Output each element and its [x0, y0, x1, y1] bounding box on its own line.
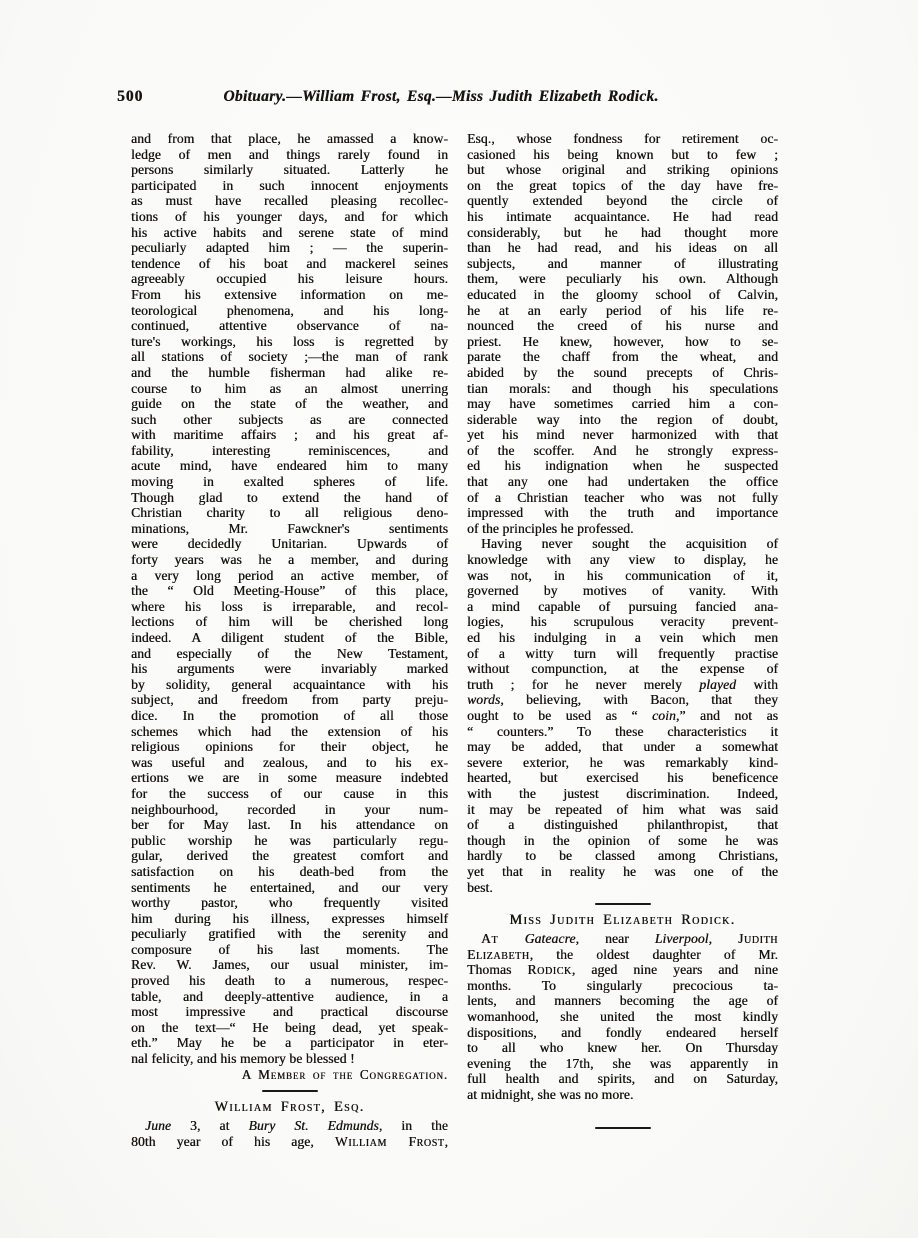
- text-line: [467, 677, 778, 693]
- text-line: peculiarly gratified with the serenity and: [131, 926, 448, 942]
- text-segment: ,: [444, 1133, 448, 1149]
- text-line: all stations of society ;—the man of rank: [131, 349, 448, 365]
- text-line: siderable way into the region of doubt,: [467, 411, 778, 427]
- text-segment: Gateacre: [524, 931, 576, 947]
- text-line: and especially of the New Testament,: [131, 645, 448, 661]
- text-line: hardly to be classed among Christians,: [467, 848, 778, 864]
- text-line: womanhood, she united the most kindly: [467, 1009, 778, 1025]
- text-line: lents, and manners becoming the age of: [467, 993, 778, 1009]
- text-line: eth.” May he be a participator in eter-: [131, 1035, 448, 1051]
- text-segment: ,: [708, 931, 738, 947]
- text-line: knowledge with any view to display, he: [467, 552, 778, 568]
- text-segment: , near: [575, 931, 655, 947]
- divider-rule-wrap: [467, 899, 778, 909]
- text-line: and the humble fisherman had alike re-: [131, 364, 448, 380]
- text-segment: William Frost: [334, 1133, 445, 1149]
- paragraph-block: [131, 1118, 448, 1149]
- text-line: minations, Mr. Fawckner's sentiments: [131, 520, 448, 536]
- text-line: table, and deeply-attentive audience, in a: [131, 988, 448, 1004]
- text-line: casioned his being known but to few ;: [467, 146, 778, 162]
- paragraph-block: [467, 931, 778, 1103]
- text-line: subject, and freedom from party preju-: [131, 692, 448, 708]
- text-line: indeed. A diligent student of the Bible,: [131, 630, 448, 645]
- text-line: persons similarly situated. Latterly he: [131, 162, 448, 178]
- section-divider-rule: [595, 1127, 651, 1129]
- text-line: forty years was he a member, and during: [131, 552, 448, 568]
- text-line: of a distinguished philanthropist, that: [467, 817, 778, 833]
- text-line: teorological phenomena, and his long-: [131, 302, 448, 318]
- text-segment: Thomas: [467, 962, 528, 978]
- text-line: best.: [467, 879, 493, 895]
- text-segment: , in the: [378, 1118, 448, 1134]
- text-segment: Rodick: [527, 962, 572, 978]
- text-line: logies, his scrupulous veracity prevent-: [467, 614, 778, 630]
- text-line: of the scoffer. And he strongly express-: [467, 442, 778, 458]
- text-line: satisfaction on his death-bed from the: [131, 863, 448, 879]
- text-line: considerably, but he had thought more: [467, 224, 778, 240]
- text-line: such other subjects as are connected: [131, 411, 448, 427]
- text-segment: June: [145, 1118, 172, 1134]
- text-line: impressed with the truth and importance: [467, 505, 778, 521]
- text-line: participated in such innocent enjoyments: [131, 177, 448, 193]
- text-segment: 80th year of his age,: [131, 1133, 335, 1149]
- text-segment: played: [699, 676, 737, 692]
- text-segment: Liverpool: [654, 931, 709, 947]
- text-line: tian morals: and though his speculations: [467, 380, 778, 396]
- text-line: he at an early period of his life re-: [467, 302, 778, 318]
- text-segment: ought to be used as “: [467, 707, 653, 723]
- text-segment: Elizabeth: [467, 946, 530, 962]
- text-segment: , the oldest daughter of Mr.: [529, 946, 778, 962]
- text-line: ture's workings, his loss is regretted by: [131, 333, 448, 349]
- text-segment: , aged nine years and nine: [571, 962, 778, 978]
- page-header: [0, 88, 918, 110]
- text-line: nounced the creed of his nurse and: [467, 318, 778, 334]
- text-segment: truth ; for he never merely: [467, 676, 700, 692]
- text-line: of a Christian teacher who was not fully: [467, 489, 778, 505]
- text-segment: coin: [652, 707, 676, 723]
- text-line: his active habits and serene state of mind: [131, 224, 448, 240]
- text-segment: words: [467, 692, 501, 708]
- text-line: course to him as an almost unerring: [131, 380, 448, 396]
- section-heading: William Frost, Esq.: [214, 1099, 365, 1116]
- text-line: by solidity, general acquaintance with his: [131, 676, 448, 692]
- text-line: ertions we are in some measure indebted: [131, 770, 448, 786]
- text-line: as must have recalled pleasing recollec-: [131, 193, 448, 209]
- text-line: acute mind, have endeared him to many: [131, 458, 448, 474]
- text-line: parate the chaff from the wheat, and: [467, 349, 778, 365]
- text-line: proved his death to a numerous, respec-: [131, 973, 448, 989]
- right-column: [467, 131, 778, 1136]
- paragraph-block: [131, 131, 448, 1067]
- text-line: [467, 931, 778, 947]
- text-line: ber for May last. In his attendance on: [131, 817, 448, 833]
- text-line: him during his illness, expresses himself: [131, 910, 448, 926]
- text-line: [467, 708, 778, 724]
- text-line: with maritime affairs ; and his great af-: [131, 427, 448, 443]
- section-heading: Miss Judith Elizabeth Rodick.: [509, 912, 736, 929]
- section-divider-rule: [595, 903, 651, 905]
- text-line: quently extended beyond the circle of: [467, 193, 778, 209]
- paragraph-block: [467, 131, 778, 536]
- text-line: sentiments he entertained, and our very: [131, 879, 448, 895]
- text-line: Christian charity to all religious deno-: [131, 505, 448, 521]
- text-segment: Bury St. Edmunds: [248, 1118, 379, 1134]
- text-line: nal felicity, and his memory be blessed !: [131, 1051, 355, 1067]
- text-line: with the justest discrimination. Indeed,: [467, 785, 778, 801]
- text-line: his arguments were invariably marked: [131, 661, 448, 677]
- text-line: at midnight, she was no more.: [467, 1087, 634, 1103]
- text-line: ed his indignation when he suspected: [467, 458, 778, 474]
- divider-rule-wrap: [131, 1086, 448, 1096]
- text-line: yet that in reality he was one of the: [467, 863, 778, 879]
- text-line: tendence of his boat and mackerel seines: [131, 255, 448, 271]
- left-column: [131, 131, 448, 1149]
- text-line: neighbourhood, recorded in your num-: [131, 801, 448, 817]
- page-number: 500: [117, 88, 144, 105]
- text-line: schemes which had the extension of his: [131, 723, 448, 739]
- text-line: Having never sought the acquisition of: [481, 536, 778, 552]
- text-line: governed by motives of vanity. With: [467, 583, 778, 599]
- divider-rule-wrap: [467, 1123, 778, 1133]
- text-segment: , believing, with Bacon, that they: [500, 692, 778, 708]
- text-line: agreeably occupied his leisure hours.: [131, 271, 448, 287]
- text-columns: [131, 131, 778, 1149]
- text-line: months. To singularly precocious ta-: [467, 977, 778, 993]
- text-line: on the great topics of the day have fre-: [467, 177, 778, 193]
- text-line: to all who knew her. On Thursday: [467, 1040, 778, 1056]
- text-line: subjects, and manner of illustrating: [467, 255, 778, 271]
- text-segment: 3, at: [171, 1118, 249, 1134]
- text-line: severe exterior, he was remarkably kind-: [467, 754, 778, 770]
- text-line: it may be repeated of him what was said: [467, 801, 778, 817]
- text-line: ledge of men and things rarely found in: [131, 146, 448, 162]
- text-line: may have sometimes carried him a con-: [467, 396, 778, 412]
- text-line: [467, 962, 778, 978]
- text-line: dice. In the promotion of all those: [131, 707, 448, 723]
- text-line: [131, 1134, 448, 1150]
- text-line: From his extensive information on me-: [131, 286, 448, 302]
- text-line: priest. He knew, however, how to se-: [467, 333, 778, 349]
- text-line: for the success of our cause in this: [131, 785, 448, 801]
- text-line: a mind capable of pursuing fancied ana-: [467, 598, 778, 614]
- text-line: tions of his younger days, and for which: [131, 208, 448, 224]
- text-line: yet his mind never harmonized with that: [467, 427, 778, 443]
- text-segment: ,” and not as: [675, 707, 779, 723]
- text-line: and from that place, he amassed a know-: [131, 131, 448, 146]
- text-line: the “ Old Meeting-House” of this place,: [131, 583, 448, 599]
- text-line: “ counters.” To these characteristics it: [467, 723, 778, 739]
- text-line: without compunction, at the expense of: [467, 661, 778, 677]
- text-line: of the principles he professed.: [467, 520, 634, 536]
- text-line: worthy pastor, who frequently visited: [131, 895, 448, 911]
- text-line: fability, interesting reminiscences, and: [131, 442, 448, 458]
- text-line: were decidedly Unitarian. Upwards of: [131, 536, 448, 552]
- text-segment: Judith: [738, 931, 778, 947]
- text-line: gular, derived the greatest comfort and: [131, 848, 448, 864]
- text-line: hearted, but exercised his beneficence: [467, 770, 778, 786]
- text-line: most impressive and practical discourse: [131, 1004, 448, 1020]
- paragraph-block: [467, 536, 778, 895]
- text-line: guide on the state of the weather, and: [131, 396, 448, 412]
- text-line: ed his indulging in a vein which men: [467, 630, 778, 645]
- text-line: composure of his last moments. The: [131, 941, 448, 957]
- text-line: than he had read, and his ideas on all: [467, 240, 778, 256]
- text-line: was useful and zealous, and to his ex-: [131, 754, 448, 770]
- text-line: was not, in his communication of it,: [467, 567, 778, 583]
- text-line: that any one had undertaken the office: [467, 474, 778, 490]
- text-line: religious opinions for their object, he: [131, 739, 448, 755]
- text-line: abided by the sound precepts of Chris-: [467, 364, 778, 380]
- text-line: Rev. W. James, our usual minister, im-: [131, 957, 448, 973]
- text-line: [467, 692, 778, 708]
- text-line: educated in the gloomy school of Calvin,: [467, 286, 778, 302]
- signature-line: A Member of the Congregation.: [241, 1066, 448, 1082]
- text-line: continued, attentive observance of na-: [131, 318, 448, 334]
- text-line: [131, 1118, 448, 1134]
- text-line: lections of him will be cherished long: [131, 614, 448, 630]
- text-segment: with: [736, 676, 778, 692]
- text-line: where his loss is irreparable, and recol-: [131, 598, 448, 614]
- text-line: moving in exalted spheres of life.: [131, 474, 448, 490]
- text-line: a very long period an active member, of: [131, 567, 448, 583]
- text-line: may be added, that under a somewhat: [467, 739, 778, 755]
- text-line: [467, 947, 778, 963]
- text-segment: At: [481, 931, 525, 947]
- text-line: of a witty turn will frequently practise: [467, 645, 778, 661]
- section-divider-rule: [262, 1090, 318, 1092]
- text-line: peculiarly adapted him ; — the superin-: [131, 240, 448, 256]
- text-line: evening the 17th, she was apparently in: [467, 1055, 778, 1071]
- running-title: Obituary.—William Frost, Esq.—Miss Judith Elizabeth Rodick.: [223, 88, 659, 105]
- text-line: full health and spirits, and on Saturday,: [467, 1071, 778, 1087]
- text-line: public worship he was particularly regu-: [131, 832, 448, 848]
- text-line: his intimate acquaintance. He had read: [467, 208, 778, 224]
- text-line: but whose original and striking opinions: [467, 162, 778, 178]
- text-line: Though glad to extend the hand of: [131, 489, 448, 505]
- text-line: dispositions, and fondly endeared herself: [467, 1024, 778, 1040]
- text-line: though in the opinion of some he was: [467, 832, 778, 848]
- text-line: on the text—“ He being dead, yet speak-: [131, 1019, 448, 1035]
- text-line: them, were peculiarly his own. Although: [467, 271, 778, 287]
- text-line: Esq., whose fondness for retirement oc-: [467, 131, 778, 146]
